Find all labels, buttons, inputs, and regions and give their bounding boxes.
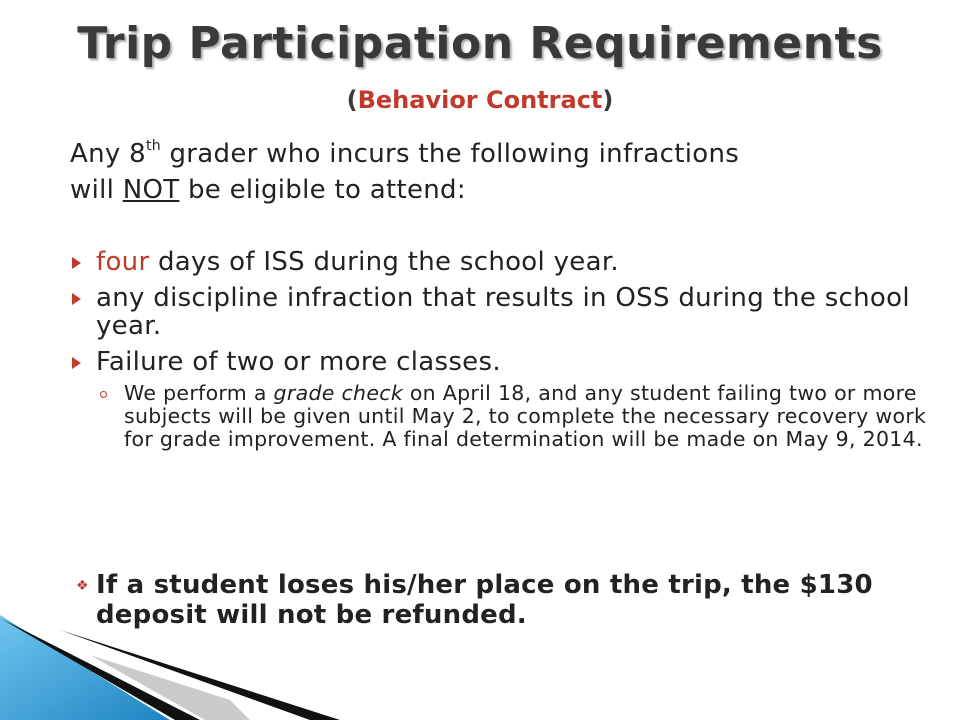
- subbullet-part1: We perform a: [124, 381, 274, 405]
- subtitle-text: Behavior Contract: [357, 86, 603, 114]
- arrow-bullet-icon: [72, 357, 81, 369]
- subtitle-close: ): [602, 86, 614, 114]
- ring-bullet-icon: [100, 391, 107, 398]
- intro-paragraph: [70, 136, 920, 208]
- bullet-text: any discipline infraction that results in OSS during the school year.: [96, 283, 910, 341]
- list-item: [70, 248, 930, 276]
- intro-part2: grader who incurs the following infractions: [160, 139, 740, 169]
- intro-part3: will: [70, 175, 123, 205]
- requirement-list: [70, 248, 930, 459]
- list-item: [70, 348, 930, 451]
- page-title: Trip Participation Requirements: [77, 18, 883, 69]
- subtitle-open: (: [346, 86, 358, 114]
- intro-part1: Any 8: [70, 139, 146, 169]
- final-note-text: If a student loses his/her place on the trip, the $130 deposit will not be refunded.: [96, 570, 873, 630]
- arrow-bullet-icon: [72, 293, 81, 305]
- subbullet-part2: on April 18, and any student failing two or more subjects will be given until May 2, to complete the necessary recovery work for grade improvement. A final determination will be made on May 9, 2014.: [124, 381, 927, 451]
- bullet-highlight: four: [96, 247, 150, 277]
- intro-emphasis: NOT: [122, 175, 180, 205]
- list-item: [70, 284, 930, 340]
- subbullet-italic: grade check: [273, 381, 404, 405]
- diamond-bullet-icon: ❖: [76, 578, 89, 594]
- final-note: [70, 570, 916, 630]
- intro-part4: be eligible to attend:: [179, 175, 466, 205]
- bullet-text: Failure of two or more classes.: [96, 347, 501, 377]
- sub-list-item: [96, 382, 930, 451]
- page-subtitle: [0, 86, 960, 114]
- bullet-text: days of ISS during the school year.: [149, 247, 619, 277]
- sub-list: [96, 382, 930, 451]
- intro-superscript: th: [145, 138, 161, 154]
- arrow-bullet-icon: [72, 257, 81, 269]
